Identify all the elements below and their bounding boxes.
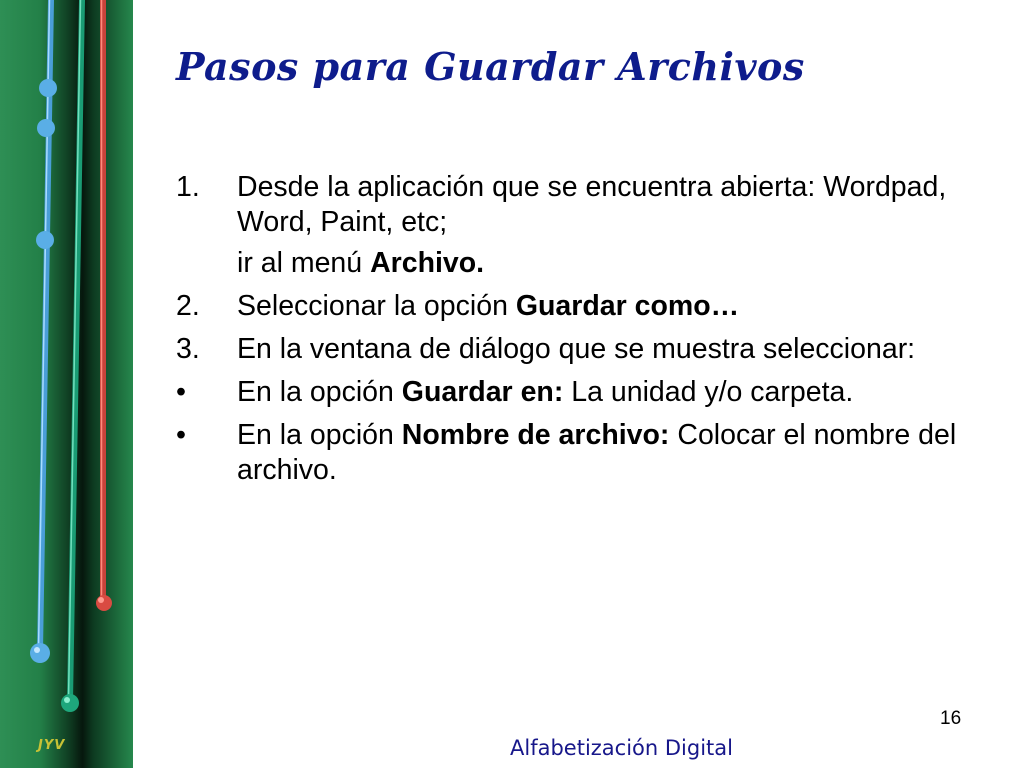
item-marker: 2. bbox=[176, 290, 200, 322]
author-initials: JYV bbox=[38, 738, 66, 753]
item-text bbox=[237, 170, 996, 240]
numbered-step bbox=[176, 332, 996, 367]
text-segment: En la opción bbox=[237, 419, 402, 451]
item-text bbox=[237, 418, 996, 488]
text-segment: Desde la aplicación que se encuentra abierta: Wordpad, Word, Paint, etc; bbox=[237, 171, 947, 238]
text-segment: En la ventana de diálogo que se muestra seleccionar: bbox=[237, 333, 916, 365]
item-marker: 3. bbox=[176, 333, 200, 365]
text-segment: Seleccionar la opción bbox=[237, 290, 516, 322]
item-marker: • bbox=[176, 376, 186, 408]
footer-text: Alfabetización Digital bbox=[510, 736, 733, 760]
bold-term: Archivo. bbox=[370, 247, 485, 279]
text-segment: ir al menú bbox=[237, 247, 371, 279]
slide-title: Pasos para Guardar Archivos bbox=[176, 44, 805, 89]
bold-term: Guardar en: bbox=[401, 376, 564, 408]
item-text bbox=[237, 375, 996, 410]
knitting-needles-graphic bbox=[0, 0, 133, 768]
decorative-sidebar bbox=[0, 0, 133, 768]
page-number: 16 bbox=[940, 708, 962, 729]
text-segment: En la opción bbox=[237, 376, 402, 408]
item-marker: 1. bbox=[176, 171, 200, 203]
item-text bbox=[237, 289, 996, 324]
item-marker: • bbox=[176, 419, 186, 451]
continuation-line bbox=[176, 246, 996, 281]
text-segment: Colocar el nombre del archivo. bbox=[237, 419, 957, 486]
item-text bbox=[237, 332, 996, 367]
bullet-item bbox=[176, 375, 996, 410]
bold-term: Guardar como… bbox=[515, 290, 740, 322]
bold-term: Nombre de archivo: bbox=[401, 419, 670, 451]
numbered-step bbox=[176, 170, 996, 240]
item-text bbox=[237, 246, 996, 281]
bullet-item bbox=[176, 418, 996, 488]
steps-list bbox=[176, 170, 996, 496]
text-segment: La unidad y/o carpeta. bbox=[563, 376, 854, 408]
numbered-step bbox=[176, 289, 996, 324]
